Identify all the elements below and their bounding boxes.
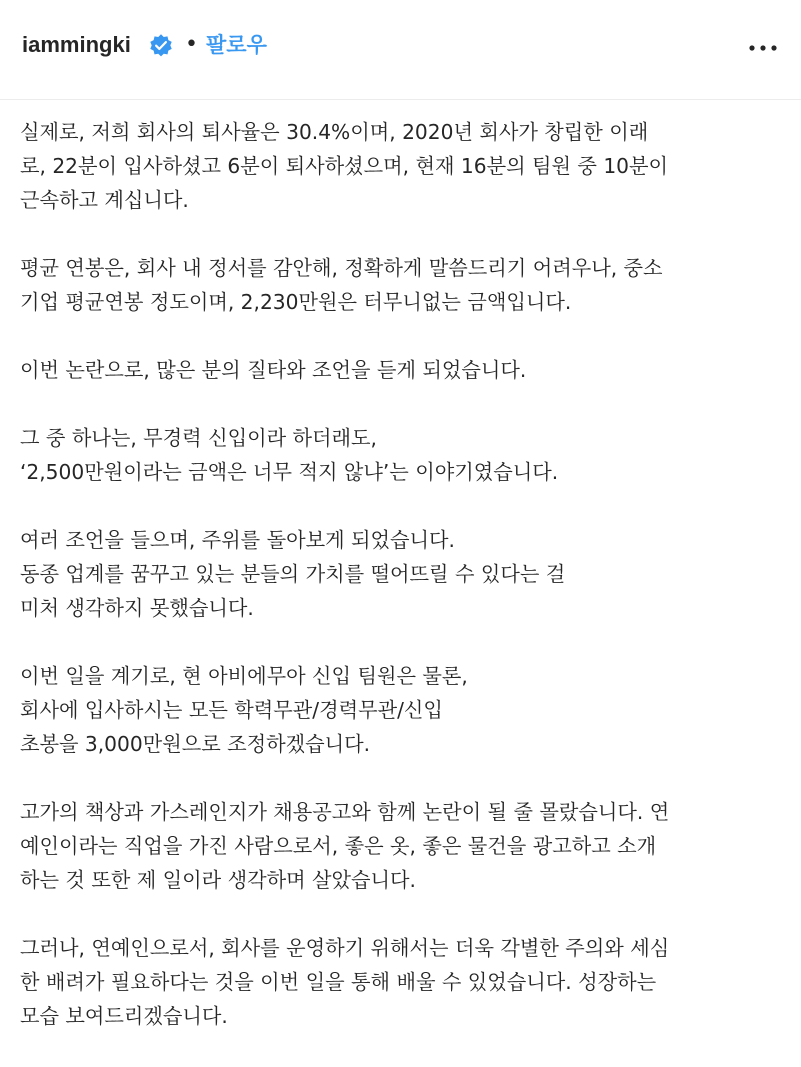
separator-dot: • xyxy=(185,32,198,57)
caption-paragraph xyxy=(20,115,780,217)
caption-line: 평균 연봉은, 회사 내 정서를 감안해, 정확하게 말씀드리기 어려우나, 중소 xyxy=(20,256,663,280)
verified-badge-icon xyxy=(148,33,174,59)
caption-paragraph xyxy=(20,523,780,625)
caption-line: 기업 평균연봉 정도이며, 2,230만원은 터무니없는 금액입니다. xyxy=(20,290,572,314)
caption-line: 미처 생각하지 못했습니다. xyxy=(20,596,254,620)
caption-line: 고가의 책상과 가스레인지가 채용공고와 함께 논란이 될 줄 몰랐습니다. 연 xyxy=(20,800,670,824)
caption-line: 로, 22분이 입사하셨고 6분이 퇴사하셨으며, 현재 16분의 팀원 중 10분이 xyxy=(20,154,669,178)
caption-line: 그 중 하나는, 무경력 신입이라 하더래도, xyxy=(20,426,377,450)
caption-line: ‘2,500만원이라는 금액은 너무 적지 않냐’는 이야기였습니다. xyxy=(20,460,559,484)
caption-line: 한 배려가 필요하다는 것을 이번 일을 통해 배울 수 있었습니다. 성장하는 xyxy=(20,970,657,994)
caption-line: 하는 것 또한 제 일이라 생각하며 살았습니다. xyxy=(20,868,416,892)
caption-line: 초봉을 3,000만원으로 조정하겠습니다. xyxy=(20,732,371,756)
post-caption xyxy=(20,115,780,1067)
caption-line: 모습 보여드리겠습니다. xyxy=(20,1004,228,1028)
caption-paragraph xyxy=(20,421,780,489)
caption-line: 그러나, 연예인으로서, 회사를 운영하기 위해서는 더욱 각별한 주의와 세심 xyxy=(20,936,670,960)
caption-paragraph xyxy=(20,659,780,761)
caption-line: 실제로, 저희 회사의 퇴사율은 30.4%이며, 2020년 회사가 창립한 이래 xyxy=(20,120,649,144)
caption-line: 이번 일을 계기로, 현 아비에무아 신입 팀원은 물론, xyxy=(20,664,468,688)
caption-paragraph xyxy=(20,251,780,319)
caption-line: 근속하고 계십니다. xyxy=(20,188,189,212)
caption-line: 예인이라는 직업을 가진 사람으로서, 좋은 옷, 좋은 물건을 광고하고 소개 xyxy=(20,834,657,858)
follow-button[interactable]: 팔로우 xyxy=(206,33,267,57)
caption-paragraph xyxy=(20,795,780,897)
more-options-icon[interactable] xyxy=(745,35,781,61)
username-link[interactable]: iammingki xyxy=(22,32,131,57)
caption-line: 이번 논란으로, 많은 분의 질타와 조언을 듣게 되었습니다. xyxy=(20,358,527,382)
caption-line: 여러 조언을 들으며, 주위를 돌아보게 되었습니다. xyxy=(20,528,455,552)
caption-line: 회사에 입사하시는 모든 학력무관/경력무관/신입 xyxy=(20,698,443,722)
post-header xyxy=(0,0,801,100)
caption-paragraph xyxy=(20,353,780,387)
caption-line: 동종 업계를 꿈꾸고 있는 분들의 가치를 떨어뜨릴 수 있다는 걸 xyxy=(20,562,566,586)
caption-paragraph xyxy=(20,931,780,1033)
